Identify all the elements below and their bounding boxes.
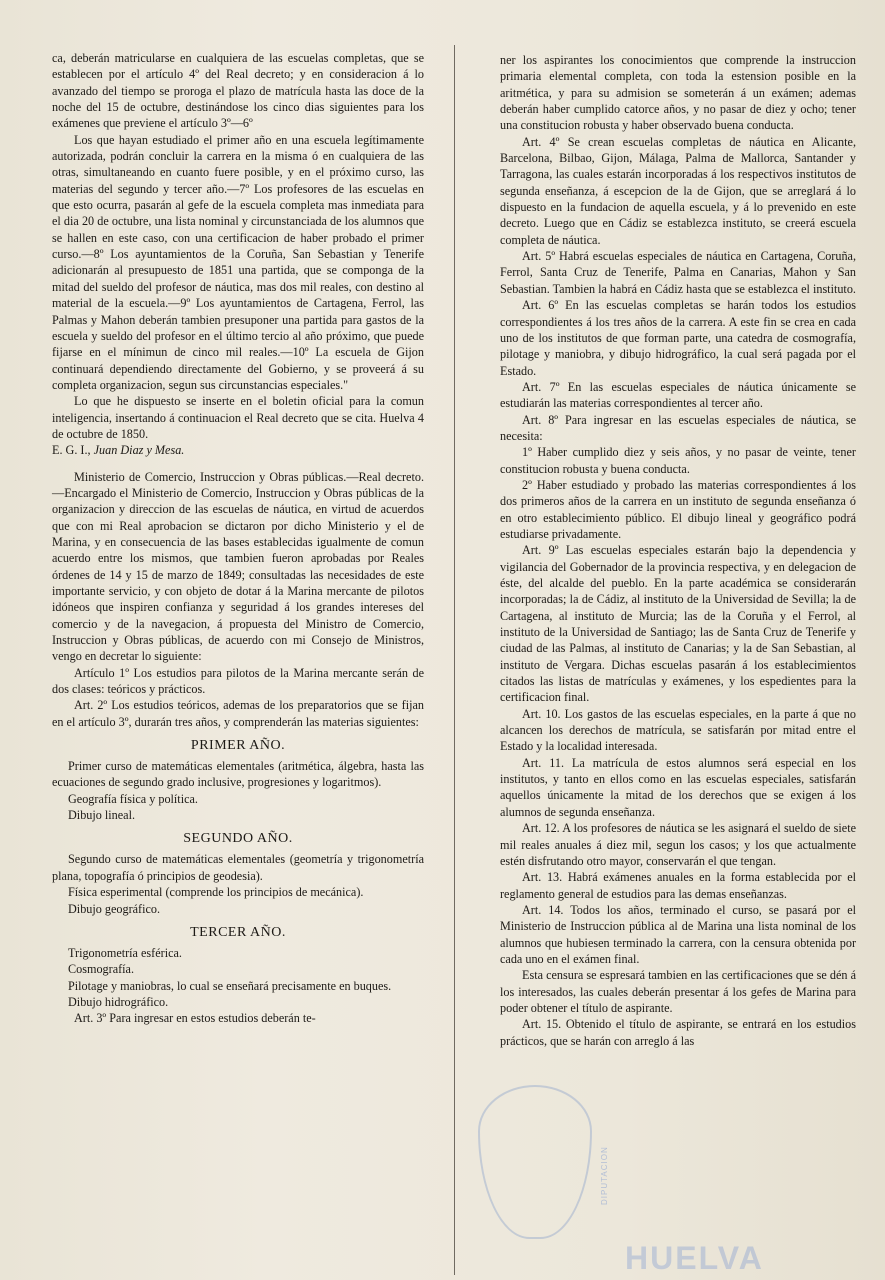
paragraph-censura: Esta censura se espresará tambien en las certificaciones que se dén á los interesados, las cuales deberán presentar á los gefes de Marina para poder obtener el título de aspirante. <box>500 968 856 1015</box>
list-item: Geografía física y política. <box>68 791 198 806</box>
list-item: Segundo curso de matemáticas elementales (geometría y trigonometría plana, topografía ó principios de geodesia). <box>52 852 424 883</box>
list-item: Dibujo lineal. <box>68 808 136 823</box>
article-3: Art. 3º Para ingresar en estos estudios deberán te- <box>74 1011 316 1026</box>
article-12: Art. 12. A los profesores de náutica se les asignará el sueldo de siete mil reales anuales á diez mil, segun los casos; y los que actualmente estén disfrutando otro mayor, conservarán el que tengan. <box>500 821 856 868</box>
article-14: Art. 14. Todos los años, terminado el curso, se pasará por el Ministerio de Instruccion pública al de Marina una lista nominal de los alumnos que hubiesen terminado la carrera, con la censura obtenida por cada uno en el exámen final. <box>500 902 856 966</box>
article-5: Art. 5º Habrá escuelas especiales de náutica en Cartagena, Coruña, Ferrol, Santa Cruz de Tenerife, Palma en Canarias, Mahon y San Sebastian. Tambien la habrá en Cádiz hasta que se establezca el instituto. <box>500 249 856 296</box>
right-column <box>500 52 856 1049</box>
list-item: Dibujo geográfico. <box>68 901 161 916</box>
article-2: Art. 2º Los estudios teóricos, ademas de los preparatorios que se fijan en el artículo 3º, durarán tres años, y comprenderán las materias siguientes: <box>52 698 424 729</box>
list-item: Primer curso de matemáticas elementales (aritmética, álgebra, hasta las ecuaciones de segundo grado inclusive, progresiones y logaritmos). <box>52 759 424 790</box>
list-item: Cosmografía. <box>68 962 135 977</box>
article-9: Art. 9º Las escuelas especiales estarán bajo la dependencia y vigilancia del Gobernador de la provincia respectiva, y en delegacion de éste, del alcalde del pueblo. En la parte académica se considerarán incorporadas; la de Cádiz, al instituto de la Universidad de Sevilla; la de Cartagena, al instituto de Murcia; las de la Coruña y el Ferrol, al instituto de la Universidad de Santiago; las de Santa Cruz de Tenerife y ciudad de las Palmas, al instituto de Canarias; y la de San Sebastian, al instituto de Vergara. Dichas escuelas pasarán á los establecimientos citados las listas de matrículas y exámenes, y los espedientes para la certificacion final. <box>500 543 856 705</box>
watermark-side-text: DIPUTACION <box>600 1146 609 1205</box>
article-8: Art. 8º Para ingresar en las escuelas especiales de náutica, se necesita: <box>500 412 856 443</box>
list-item: Dibujo hidrográfico. <box>68 994 169 1009</box>
article-1: Artículo 1º Los estudios para pilotos de la Marina mercante serán de dos clases: teóricos y prácticos. <box>52 665 424 697</box>
heading-primer-ano: PRIMER AÑO. <box>190 738 286 754</box>
left-column <box>52 50 424 1027</box>
list-item: Física esperimental (comprende los principios de mecánica). <box>68 885 364 900</box>
article-13: Art. 13. Habrá exámenes anuales en la forma establecida por el reglamento general de estudios para las demas enseñanzas. <box>500 870 856 901</box>
list-item: 2º Haber estudiado y probado las materias correspondientes á los dos primeros años de la carrera en un instituto de segunda enseñanza ó en otro establecimiento público. El dibujo lineal y geográfico podrá estudiarse privadamente. <box>500 477 856 541</box>
heading-segundo-ano: SEGUNDO AÑO. <box>183 831 293 847</box>
list-item: Trigonometría esférica. <box>68 945 182 960</box>
paragraph-boletin: Lo que he dispuesto se inserte en el boletin oficial para la comun inteligencia, insertando á continuacion el Real decreto que se cita. Huelva 4 de octubre de 1850. E. G. I., Juan Diaz y Mesa. <box>52 394 424 458</box>
column-divider <box>454 45 455 1275</box>
paragraph-matricula: ca, deberán matricularse en cualquiera de las escuelas completas, que se establecen por el artículo 4º del Real decreto; y en consideracion á lo avanzado del tiempo se proroga el plazo de matrícula hasta las doce de la noche del 15 de octubre, destinándose los cinco dias siguientes para los exámenes que previene el artículo 3º—6º <box>52 51 424 131</box>
list-item: 1º Haber cumplido diez y seis años, y no pasar de veinte, tener constitucion robusta y buena conducta. <box>500 445 856 476</box>
watermark-shield-icon <box>478 1085 592 1239</box>
watermark-text: HUELVA <box>625 1240 764 1276</box>
signature: Juan Diaz y Mesa. <box>93 443 185 458</box>
spacer <box>52 459 424 469</box>
article-15: Art. 15. Obtenido el título de aspirante, se entrará en los estudios prácticos, que se harán con arreglo á las <box>500 1017 856 1048</box>
article-4: Art. 4º Se crean escuelas completas de náutica en Alicante, Barcelona, Bilbao, Gijon, Málaga, Palma de Mallorca, Santander y Tarragona, las cuales estarán incorporadas á los respectivos institutos de segunda enseñanza, á escepcion de la de Gijon, que se arreglará á lo dispuesto en la fundacion de aquella escuela, y á lo prevenido en este decreto. Luego que en Cádiz se establezca instituto, se creerá escuela completa de náutica. <box>500 134 856 247</box>
paragraph-real-decreto: Ministerio de Comercio, Instruccion y Obras públicas.—Real decreto.—Encargado el Ministerio de Comercio, Instruccion y Obras públicas de la organizacion y direccion de las escuelas de náutica, en virtud de acuerdos que con mi Real aprobacion se dictaron por dicho Ministerio y el de Marina, y en consecuencia de las bases establecidas igualmente de comun acuerdo entre los mismos, que tambien fueron aprobadas por Reales órdenes de 14 y 15 de marzo de 1849; consultadas las necesidades de este importante servicio, y con objeto de dotar á la Marina mercante de pilotos idóneos que inspiren confianza y seguridad á los grandes intereses del comercio y de la navegacion, á propuesta del Ministro de Comercio, Instruccion y Obras públicas, de acuerdo con mi Consejo de Ministros, vengo en decretar lo siguiente: <box>52 469 424 664</box>
article-7: Art. 7º En las escuelas especiales de náutica únicamente se estudiarán las materias correspondientes al tercer año. <box>500 379 856 411</box>
article-11: Art. 11. La matrícula de estos alumnos será especial en los institutos, y tanto en ellos como en las escuelas especiales, satisfarán aquellos únicamente la mitad de los derechos que se exigen á los alumnos de segunda enseñanza. <box>500 755 856 819</box>
paragraph-requisitos: ner los aspirantes los conocimientos que comprende la instruccion primaria elemental completa, con toda la estension posible en la aritmética, y para su admision se someterán á un exámen; ademas deberán haber cumplido catorce años, y no pasar de diez y ocho; tener una constitucion robusta y haber observado buena conducta. <box>500 53 856 133</box>
article-10: Art. 10. Los gastos de las escuelas especiales, en la parte á que no alcancen los derechos de matrícula, se satisfarán por mitad entre el Estado y la localidad interesada. <box>500 706 856 754</box>
heading-tercer-ano: TERCER AÑO. <box>190 924 286 940</box>
list-item: Pilotage y maniobras, lo cual se enseñará precisamente en buques. <box>68 978 392 993</box>
article-6: Art. 6º En las escuelas completas se harán todos los estudios correspondientes á los tres años de la carrera. A este fin se crea en cada uno de los institutos de que forman parte, una catedra de cosmografía, pilotage y maniobra, y dibujo hidrográfico, la cual será pagada por el Estado. <box>500 298 856 378</box>
paragraph-primer-ano: Los que hayan estudiado el primer año en una escuela legítimamente autorizada, podrán concluir la carrera en la misma ó en cualquiera de las otras, simultaneando en cuanto fuere posible, y en el próximo curso, las materias del segundo y tercer año.—7º Los profesores de las escuelas en que esto ocurra, pasarán al gefe de la escuela completa mas inmediata para el dia 20 de octubre, una lista nominal y circunstanciada de los alumnos que se hallen en este caso, con una certificacion de haber probado el primer curso.—8º Los ayuntamientos de la Coruña, San Sebastian y Tenerife adicionarán al presupuesto de 1851 una partida, que se componga de la mitad del sueldo del profesor de náutica, mas dos mil reales, con destino al material de la escuela.—9º Los ayuntamientos de Cartagena, Ferrol, las Palmas y Mahon deberán tambien presuponer una partida para gastos de la escuela y sueldo del profesor en el último tercio al año próximo, que puede fijarse en el mínimun de cinco mil reales.—10º La escuela de Gijon continuará dependiendo directamente del Gobierno, y se proveerá á su completa organizacion, segun sus circunstancias especiales." <box>52 132 424 392</box>
